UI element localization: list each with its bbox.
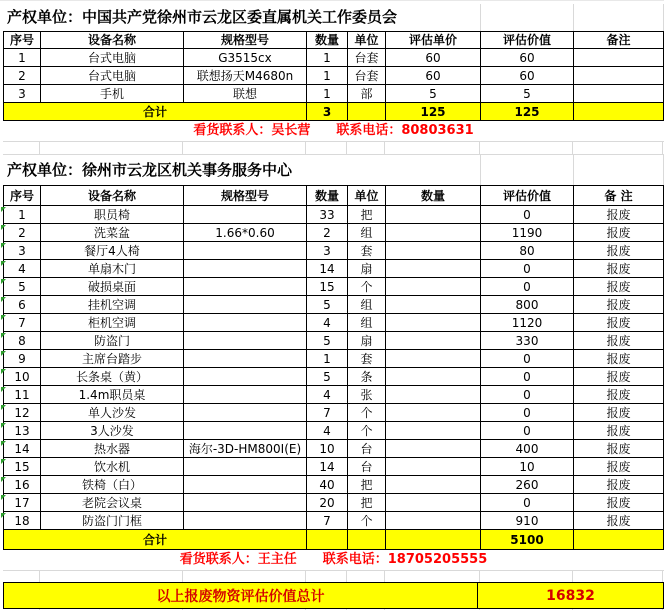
empty-cell (3, 142, 40, 154)
empty-cell (306, 571, 347, 582)
empty-cell (3, 571, 40, 582)
header-cell[interactable]: 数量 (386, 186, 481, 206)
table-cell[interactable]: 0 (481, 494, 574, 512)
table-cell[interactable]: 老院会议桌 (41, 494, 184, 512)
table-row (4, 206, 664, 224)
section2-contact-line[interactable] (3, 550, 664, 570)
table-cell[interactable]: 15 (307, 278, 348, 296)
section2-title[interactable] (3, 155, 664, 185)
table-cell[interactable]: 台 (348, 440, 386, 458)
section2-title-text: 产权单位：徐州市云龙区机关事务服务中心 (7, 161, 293, 179)
table-cell[interactable]: 1 (307, 67, 348, 85)
section1-title[interactable] (3, 4, 664, 31)
empty-cell (480, 571, 573, 582)
total-cell[interactable] (386, 530, 481, 550)
table-row (4, 476, 664, 494)
table-cell[interactable]: 报废 (574, 206, 664, 224)
table-cell[interactable] (386, 242, 481, 260)
table-cell[interactable] (386, 296, 481, 314)
error-indicator-icon (1, 225, 6, 230)
table-cell[interactable] (386, 422, 481, 440)
table-cell[interactable]: 7 (307, 404, 348, 422)
table-cell[interactable]: 260 (481, 476, 574, 494)
empty-cell (40, 142, 183, 154)
header-cell[interactable]: 设备名称 (41, 186, 184, 206)
table-cell[interactable] (574, 49, 664, 67)
table-cell[interactable]: 柜机空调 (41, 314, 184, 332)
header-cell[interactable]: 备注 (574, 32, 664, 49)
total-cell[interactable] (348, 530, 386, 550)
table-cell[interactable]: 0 (481, 368, 574, 386)
table-cell[interactable]: 3 (307, 242, 348, 260)
table-cell[interactable] (184, 494, 307, 512)
empty-cell (385, 142, 480, 154)
table-row (4, 404, 664, 422)
table-cell[interactable] (386, 476, 481, 494)
table-cell[interactable]: 18 (4, 512, 41, 530)
gridline (573, 155, 574, 185)
table-cell[interactable] (386, 332, 481, 350)
table-cell[interactable]: 80 (481, 242, 574, 260)
table-cell[interactable]: 部 (348, 85, 386, 103)
table-cell[interactable]: 12 (4, 404, 41, 422)
table-header-row (4, 32, 664, 49)
table-cell[interactable]: 报废 (574, 512, 664, 530)
total-label-cell[interactable]: 合计 (4, 530, 307, 550)
table-cell[interactable] (574, 67, 664, 85)
table-cell[interactable]: 1 (4, 206, 41, 224)
table-row (4, 67, 664, 85)
table-cell[interactable]: 1 (4, 49, 41, 67)
table-cell[interactable]: 组 (348, 224, 386, 242)
table-cell[interactable]: 40 (307, 476, 348, 494)
table-cell[interactable]: 单扇木门 (41, 260, 184, 278)
table-cell[interactable]: 洗菜盆 (41, 224, 184, 242)
table-cell[interactable]: 60 (481, 49, 574, 67)
table-cell[interactable] (386, 458, 481, 476)
error-indicator-icon (1, 279, 6, 284)
table-cell[interactable] (184, 404, 307, 422)
table-cell[interactable]: 长条桌（黄） (41, 368, 184, 386)
table-cell[interactable]: 7 (4, 314, 41, 332)
table-cell[interactable] (386, 512, 481, 530)
table-cell[interactable]: 5 (481, 85, 574, 103)
table-cell[interactable] (386, 206, 481, 224)
table-cell[interactable] (386, 260, 481, 278)
table-row (4, 386, 664, 404)
table-cell[interactable]: 5 (307, 368, 348, 386)
table-cell[interactable]: 4 (307, 386, 348, 404)
total-label-cell[interactable]: 合计 (4, 103, 307, 121)
table-cell[interactable]: 台式电脑 (41, 67, 184, 85)
table-cell[interactable]: 报废 (574, 440, 664, 458)
gridline (480, 4, 481, 31)
table-cell[interactable]: 报废 (574, 368, 664, 386)
table-row (4, 224, 664, 242)
table-row (4, 278, 664, 296)
contact-text: 看货联系人：吴长营 联系电话：80803631 (193, 123, 474, 138)
table-cell[interactable]: 60 (481, 67, 574, 85)
table-cell[interactable] (184, 386, 307, 404)
error-indicator-icon (1, 441, 6, 446)
table-cell[interactable]: 报废 (574, 458, 664, 476)
error-indicator-icon (1, 351, 6, 356)
table-cell[interactable]: 扇 (348, 260, 386, 278)
table-cell[interactable]: 0 (481, 206, 574, 224)
header-cell[interactable]: 评估价值 (481, 32, 574, 49)
empty-cell (385, 571, 480, 582)
table-cell[interactable]: 13 (4, 422, 41, 440)
table-cell[interactable]: 条 (348, 368, 386, 386)
table-cell[interactable]: 饮水机 (41, 458, 184, 476)
error-indicator-icon (1, 333, 6, 338)
header-cell[interactable]: 规格型号 (184, 32, 307, 49)
table-cell[interactable] (574, 85, 664, 103)
table-cell[interactable]: 400 (481, 440, 574, 458)
table-cell[interactable]: 组 (348, 314, 386, 332)
table-cell[interactable]: 主席台踏步 (41, 350, 184, 368)
table-cell[interactable]: 14 (4, 440, 41, 458)
table-cell[interactable]: 防盗门 (41, 332, 184, 350)
header-cell[interactable]: 设备名称 (41, 32, 184, 49)
gridline (480, 155, 481, 185)
summary-row (3, 582, 664, 609)
error-indicator-icon (1, 207, 6, 212)
table-cell[interactable]: 联想扬天M4680n (184, 67, 307, 85)
table-cell[interactable]: 1 (307, 350, 348, 368)
table-cell[interactable]: 2 (4, 224, 41, 242)
table-cell[interactable] (386, 440, 481, 458)
total-cell[interactable] (348, 103, 386, 121)
table-cell[interactable]: 11 (4, 386, 41, 404)
table-cell[interactable]: 破损桌面 (41, 278, 184, 296)
table-cell[interactable] (184, 350, 307, 368)
error-indicator-icon (1, 405, 6, 410)
table-cell[interactable]: 0 (481, 404, 574, 422)
total-cell[interactable]: 125 (481, 103, 574, 121)
table-cell[interactable]: 报废 (574, 242, 664, 260)
table-cell[interactable]: 个 (348, 512, 386, 530)
error-indicator-icon (1, 459, 6, 464)
table-cell[interactable]: 挂机空调 (41, 296, 184, 314)
table-cell[interactable]: 14 (307, 458, 348, 476)
table-cell[interactable]: 1 (307, 85, 348, 103)
table-cell[interactable]: 10 (4, 368, 41, 386)
table-cell[interactable] (184, 278, 307, 296)
empty-cell (573, 571, 663, 582)
table-cell[interactable]: 20 (307, 494, 348, 512)
contact-text: 看货联系人：王主任 联系电话：18705205555 (179, 552, 488, 567)
header-cell[interactable]: 单位 (348, 32, 386, 49)
table-cell[interactable]: 0 (481, 422, 574, 440)
table-cell[interactable]: 6 (4, 296, 41, 314)
table-cell[interactable] (386, 278, 481, 296)
table-row (4, 332, 664, 350)
header-cell[interactable]: 序号 (4, 186, 41, 206)
table-cell[interactable]: 套 (348, 242, 386, 260)
summary-label[interactable]: 以上报废物资评估价值总计 (4, 583, 478, 608)
empty-gridline-row (3, 570, 664, 582)
empty-cell (183, 142, 306, 154)
table-cell[interactable]: 报废 (574, 404, 664, 422)
table-cell[interactable] (184, 314, 307, 332)
table-cell[interactable]: 3 (4, 242, 41, 260)
table-cell[interactable]: 0 (481, 386, 574, 404)
summary-total-value[interactable]: 16832 (546, 587, 595, 604)
total-cell[interactable]: 125 (386, 103, 481, 121)
table-cell[interactable]: 套 (348, 350, 386, 368)
table-cell[interactable] (184, 260, 307, 278)
total-cell[interactable] (574, 103, 664, 121)
empty-cell (183, 571, 306, 582)
table-cell[interactable]: 张 (348, 386, 386, 404)
table-cell[interactable]: 报废 (574, 332, 664, 350)
table-cell[interactable]: 手机 (41, 85, 184, 103)
table-cell[interactable]: 报废 (574, 278, 664, 296)
table-cell[interactable]: 910 (481, 512, 574, 530)
header-cell[interactable]: 评估单价 (386, 32, 481, 49)
table-cell[interactable]: 1 (307, 49, 348, 67)
table-row (4, 440, 664, 458)
table-cell[interactable] (184, 458, 307, 476)
table-row (4, 368, 664, 386)
table-cell[interactable]: 800 (481, 296, 574, 314)
table-cell[interactable]: 铁椅（白） (41, 476, 184, 494)
table-cell[interactable]: 职员椅 (41, 206, 184, 224)
table-row (4, 458, 664, 476)
total-cell[interactable]: 3 (307, 103, 348, 121)
header-cell[interactable]: 备 注 (574, 186, 664, 206)
table-cell[interactable]: 扇 (348, 332, 386, 350)
table-cell[interactable] (184, 476, 307, 494)
asset-table-1 (3, 31, 664, 121)
table-row (4, 85, 664, 103)
table-cell[interactable]: 把 (348, 206, 386, 224)
error-indicator-icon (1, 423, 6, 428)
table-cell[interactable]: 报废 (574, 260, 664, 278)
error-indicator-icon (1, 315, 6, 320)
table-cell[interactable]: 0 (481, 350, 574, 368)
error-indicator-icon (1, 261, 6, 266)
asset-table-2 (3, 185, 664, 550)
table-cell[interactable]: 4 (4, 260, 41, 278)
table-row (4, 314, 664, 332)
table-cell[interactable]: 5 (307, 296, 348, 314)
total-cell[interactable] (307, 530, 348, 550)
table-cell[interactable]: 33 (307, 206, 348, 224)
table-cell[interactable]: 5 (386, 85, 481, 103)
header-cell[interactable]: 数量 (307, 186, 348, 206)
table-cell[interactable] (184, 296, 307, 314)
table-cell[interactable]: 1120 (481, 314, 574, 332)
table-cell[interactable]: 7 (307, 512, 348, 530)
empty-cell (306, 142, 347, 154)
table-cell[interactable]: 60 (386, 49, 481, 67)
table-cell[interactable]: 个 (348, 278, 386, 296)
table-cell[interactable]: 台套 (348, 49, 386, 67)
table-cell[interactable] (184, 368, 307, 386)
table-cell[interactable]: 4 (307, 422, 348, 440)
empty-cell (347, 571, 385, 582)
table-cell[interactable]: 330 (481, 332, 574, 350)
table-cell[interactable] (184, 512, 307, 530)
table-row (4, 49, 664, 67)
section1-title-text: 产权单位：中国共产党徐州市云龙区委直属机关工作委员会 (7, 8, 398, 26)
gridline (573, 4, 574, 31)
error-indicator-icon (1, 495, 6, 500)
error-indicator-icon (1, 477, 6, 482)
empty-gridline-row (3, 141, 664, 155)
table-cell[interactable]: 报废 (574, 224, 664, 242)
table-cell[interactable]: 台式电脑 (41, 49, 184, 67)
table-cell[interactable]: 2 (307, 224, 348, 242)
header-cell[interactable]: 序号 (4, 32, 41, 49)
table-cell[interactable]: 报废 (574, 494, 664, 512)
total-cell[interactable]: 5100 (481, 530, 574, 550)
table-cell[interactable]: 9 (4, 350, 41, 368)
table-cell[interactable]: 联想 (184, 85, 307, 103)
table-cell[interactable]: 3人沙发 (41, 422, 184, 440)
table-cell[interactable]: 防盗门门框 (41, 512, 184, 530)
table-cell[interactable]: 热水器 (41, 440, 184, 458)
table-cell[interactable]: 组 (348, 296, 386, 314)
error-indicator-icon (1, 369, 6, 374)
error-indicator-icon (1, 513, 6, 518)
header-cell[interactable]: 数量 (307, 32, 348, 49)
table-cell[interactable] (386, 404, 481, 422)
table-cell[interactable] (184, 332, 307, 350)
error-indicator-icon (1, 297, 6, 302)
total-cell[interactable] (574, 530, 664, 550)
table-cell[interactable]: 0 (481, 278, 574, 296)
total-row (4, 103, 664, 121)
table-row (4, 494, 664, 512)
table-cell[interactable]: 10 (481, 458, 574, 476)
table-cell[interactable]: 15 (4, 458, 41, 476)
table-cell[interactable]: 1.4m职员桌 (41, 386, 184, 404)
table-cell[interactable]: 台套 (348, 67, 386, 85)
table-cell[interactable] (386, 224, 481, 242)
table-cell[interactable]: 1190 (481, 224, 574, 242)
table-cell[interactable] (184, 242, 307, 260)
table-cell[interactable]: 1.66*0.60 (184, 224, 307, 242)
header-cell[interactable]: 评估价值 (481, 186, 574, 206)
table-cell[interactable]: 把 (348, 476, 386, 494)
table-cell[interactable] (184, 206, 307, 224)
table-cell[interactable]: 5 (307, 332, 348, 350)
table-row (4, 350, 664, 368)
table-cell[interactable]: 60 (386, 67, 481, 85)
table-row (4, 512, 664, 530)
error-indicator-icon (1, 243, 6, 248)
table-cell[interactable]: 个 (348, 422, 386, 440)
empty-cell (573, 142, 663, 154)
table-cell[interactable]: 10 (307, 440, 348, 458)
table-cell[interactable]: 报废 (574, 386, 664, 404)
table-cell[interactable] (386, 494, 481, 512)
table-cell[interactable] (386, 350, 481, 368)
table-cell[interactable]: 报废 (574, 296, 664, 314)
table-cell[interactable]: 单人沙发 (41, 404, 184, 422)
empty-cell (40, 571, 183, 582)
table-cell[interactable]: G3515cx (184, 49, 307, 67)
table-cell[interactable] (386, 314, 481, 332)
table-cell[interactable]: 个 (348, 404, 386, 422)
table-cell[interactable]: 把 (348, 494, 386, 512)
table-cell[interactable] (184, 422, 307, 440)
table-row (4, 260, 664, 278)
table-cell[interactable]: 5 (4, 278, 41, 296)
table-cell[interactable]: 餐厅4人椅 (41, 242, 184, 260)
error-indicator-icon (1, 387, 6, 392)
table-row (4, 296, 664, 314)
table-cell[interactable]: 17 (4, 494, 41, 512)
table-row (4, 242, 664, 260)
table-cell[interactable]: 14 (307, 260, 348, 278)
table-cell[interactable]: 2 (4, 67, 41, 85)
table-cell[interactable]: 海尔-3D-HM800I(E) (184, 440, 307, 458)
section1-contact-line[interactable] (3, 121, 664, 141)
table-cell[interactable]: 8 (4, 332, 41, 350)
table-cell[interactable]: 4 (307, 314, 348, 332)
header-cell[interactable]: 单位 (348, 186, 386, 206)
table-cell[interactable]: 报废 (574, 476, 664, 494)
table-cell[interactable]: 16 (4, 476, 41, 494)
empty-cell (347, 142, 385, 154)
table-cell[interactable]: 0 (481, 260, 574, 278)
total-row (4, 530, 664, 550)
table-header-row (4, 186, 664, 206)
table-row (4, 422, 664, 440)
table-cell[interactable] (386, 386, 481, 404)
header-cell[interactable]: 规格型号 (184, 186, 307, 206)
table-cell[interactable] (386, 368, 481, 386)
table-cell[interactable]: 报废 (574, 314, 664, 332)
table-cell[interactable]: 台 (348, 458, 386, 476)
empty-cell (480, 142, 573, 154)
table-cell[interactable]: 报废 (574, 422, 664, 440)
table-cell[interactable]: 3 (4, 85, 41, 103)
table-cell[interactable]: 报废 (574, 350, 664, 368)
